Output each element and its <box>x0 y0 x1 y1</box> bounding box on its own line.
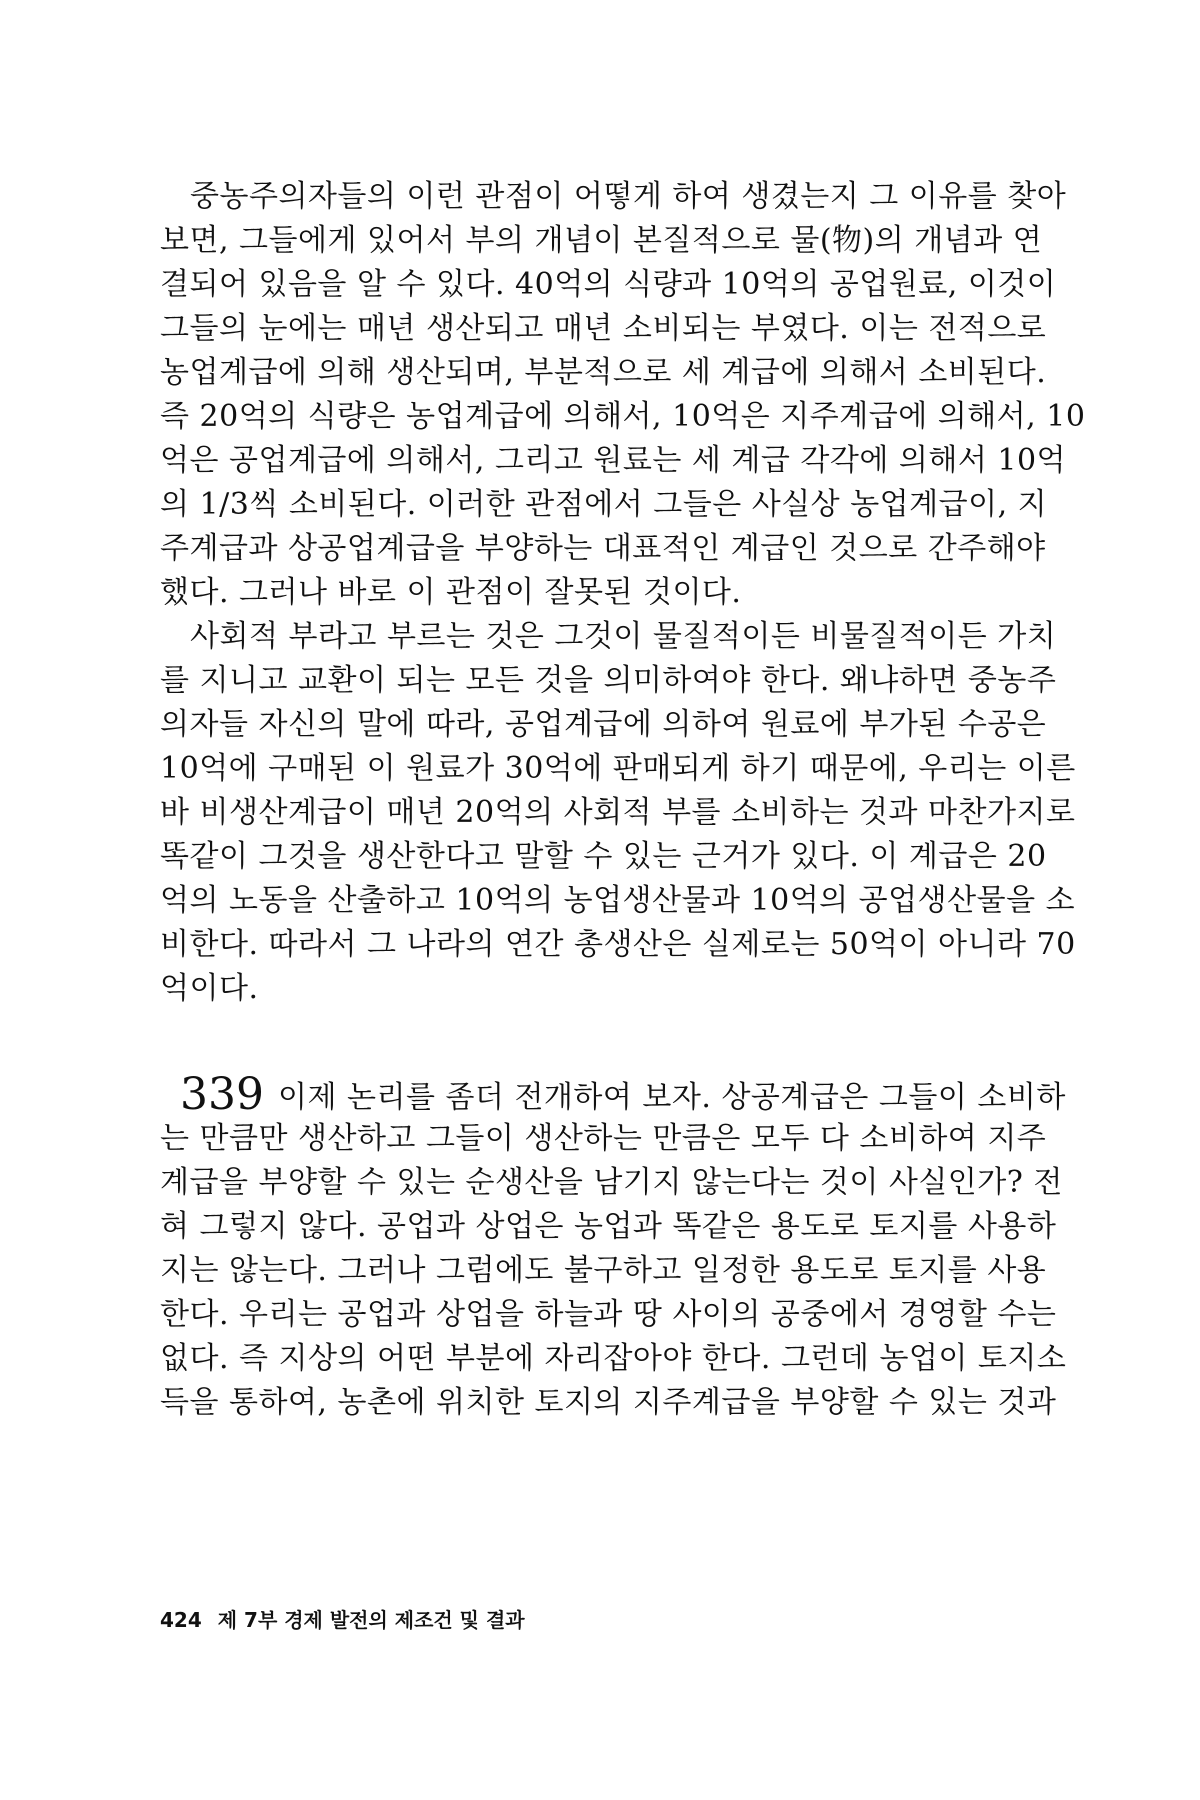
section-first-line <box>180 1069 1066 1120</box>
paragraph-line: 똑같이 그것을 생산한다고 말할 수 있는 근거가 있다. 이 계급은 20 <box>160 839 1047 874</box>
paragraph-line: 농업계급에 의해 생산되며, 부분적으로 세 계급에 의해서 소비된다. <box>160 355 1047 390</box>
paragraph-line: 중농주의자들의 이런 관점이 어떻게 하여 생겼는지 그 이유를 찾아 <box>190 179 1067 214</box>
paragraph-line: 그들의 눈에는 매년 생산되고 매년 소비되는 부였다. 이는 전적으로 <box>160 311 1047 346</box>
paragraph-line: 는 만큼만 생산하고 그들이 생산하는 만큼은 모두 다 소비하여 지주 <box>160 1121 1047 1156</box>
paragraph-line: 억은 공업계급에 의해서, 그리고 원료는 세 계급 각각에 의해서 10억 <box>160 443 1067 478</box>
paragraph-line: 비한다. 따라서 그 나라의 연간 총생산은 실제로는 50억이 아니라 70 <box>160 927 1076 962</box>
paragraph-line: 계급을 부양할 수 있는 순생산을 남기지 않는다는 것이 사실인가? 전 <box>160 1165 1063 1200</box>
paragraph-line: 혀 그렇지 않다. 공업과 상업은 농업과 똑같은 용도로 토지를 사용하 <box>160 1209 1057 1244</box>
paragraph-line: 했다. 그러나 바로 이 관점이 잘못된 것이다. <box>160 575 742 610</box>
paragraph-line: 를 지니고 교환이 되는 모든 것을 의미하여야 한다. 왜냐하면 중농주 <box>160 663 1057 698</box>
page-footer <box>160 1600 525 1640</box>
paragraph-line: 억이다. <box>160 971 259 1006</box>
page-number: 424 <box>160 1608 202 1632</box>
paragraph-line: 바 비생산계급이 매년 20억의 사회적 부를 소비하는 것과 마찬가지로 <box>160 795 1076 830</box>
paragraph-line: 주계급과 상공업계급을 부양하는 대표적인 계급인 것으로 간주해야 <box>160 531 1046 566</box>
paragraph-line: 보면, 그들에게 있어서 부의 개념이 본질적으로 물(物)의 개념과 연 <box>160 223 1043 258</box>
paragraph-line: 결되어 있음을 알 수 있다. 40억의 식량과 10억의 공업원료, 이것이 <box>160 267 1057 302</box>
paragraph-line: 한다. 우리는 공업과 상업을 하늘과 땅 사이의 공중에서 경영할 수는 <box>160 1297 1057 1332</box>
paragraph-line: 득을 통하여, 농촌에 위치한 토지의 지주계급을 부양할 수 있는 것과 <box>160 1385 1057 1420</box>
section-first-line-text: 이제 논리를 좀더 전개하여 보자. 상공계급은 그들이 소비하 <box>277 1080 1066 1115</box>
paragraph-line: 사회적 부라고 부르는 것은 그것이 물질적이든 비물질적이든 가치 <box>190 619 1057 654</box>
section-number: 339 <box>180 1069 264 1120</box>
paragraph-line: 10억에 구매된 이 원료가 30억에 판매되게 하기 때문에, 우리는 이른 <box>160 751 1076 786</box>
paragraph-line: 지는 않는다. 그러나 그럼에도 불구하고 일정한 용도로 토지를 사용 <box>160 1253 1047 1288</box>
paragraph-line: 없다. 즉 지상의 어떤 부분에 자리잡아야 한다. 그런데 농업이 토지소 <box>160 1341 1067 1376</box>
paragraph-line: 억의 노동을 산출하고 10억의 농업생산물과 10억의 공업생산물을 소 <box>160 883 1076 918</box>
paragraph-line: 의 1/3씩 소비된다. 이러한 관점에서 그들은 사실상 농업계급이, 지 <box>160 487 1048 522</box>
paragraph-line: 의자들 자신의 말에 따라, 공업계급에 의하여 원료에 부가된 수공은 <box>160 707 1047 742</box>
running-head: 제 7부 경제 발전의 제조건 및 결과 <box>217 1608 525 1632</box>
paragraph-line: 즉 20억의 식량은 농업계급에 의해서, 10억은 지주계급에 의해서, 10 <box>160 399 1086 434</box>
